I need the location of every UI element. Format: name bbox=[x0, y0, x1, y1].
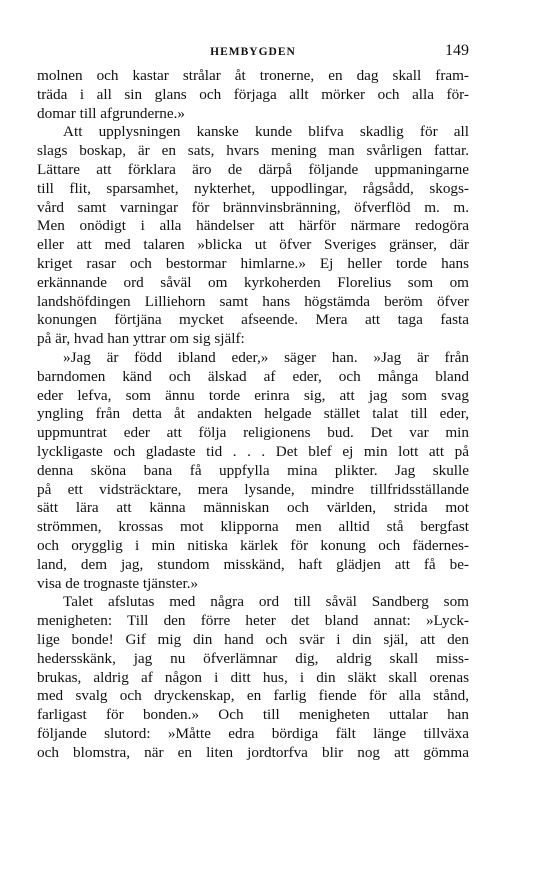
text-line: till flit, sparsamhet, nykterhet, uppodlingar, rågsådd, skogs- bbox=[37, 179, 469, 197]
text-line: molnen och kastar strålar åt tronerne, en dag skall fram- bbox=[37, 67, 469, 84]
text-line: visa de trognaste tjänster.» bbox=[37, 574, 199, 592]
text-line: hedersskänk, jag nu öfverlämnar dig, aldrig skall miss- bbox=[37, 649, 469, 667]
text-line: Men onödigt i alla händelser att härför närmare redogöra bbox=[37, 217, 469, 235]
text-line: Att upplysningen kanske kunde blifva skadlig för all bbox=[63, 123, 469, 141]
text-line: »Jag är född ibland eder,» säger han. »Jag är från bbox=[63, 348, 469, 366]
text-line: farligast för bonden.» Och till menigheten uttalar han bbox=[37, 706, 469, 724]
text-line: land, dem jag, stundom misskänd, haft glädjen att få be- bbox=[37, 555, 469, 573]
text-line: Lättare att förklara äro de därpå följande uppmaningarne bbox=[37, 160, 469, 178]
text-line: yngling från detta åt andakten helgade stället talat till eder, bbox=[37, 405, 469, 423]
text-line: på ett vidsträcktare, mera lysande, mindre tillfridsställande bbox=[37, 480, 469, 498]
text-line: följande slutord: »Måtte edra bördiga fält länge tillväxa bbox=[37, 724, 469, 742]
text-line: kriget rasar och bestormar himlarne.» Ej heller torde hans bbox=[37, 254, 469, 272]
text-line: denna sköna bana få uppfylla mina plikter. Jag skulle bbox=[37, 461, 469, 479]
text-line: barndomen känd och älskad af eder, och många bland bbox=[37, 367, 469, 385]
text-line: konungen förtjäna mycket afseende. Mera att taga fasta bbox=[37, 311, 469, 329]
text-line: träda i all sin glans och förjaga allt mörker och alla för- bbox=[37, 85, 469, 103]
text-line: och orygglig i min nitiska kärlek för konung och fädernes- bbox=[37, 536, 469, 554]
text-line: eder lefva, som ännu torde erinra sig, att jag som svag bbox=[37, 386, 469, 404]
text-line: domar till afgrunderne.» bbox=[37, 104, 186, 122]
text-line: Talet afslutas med några ord till såväl Sandberg som bbox=[63, 593, 469, 611]
body-text bbox=[37, 67, 469, 762]
text-line: erkännande ord såväl om kyrkoherden Florelius som om bbox=[37, 273, 469, 291]
page-number: 149 bbox=[445, 42, 469, 59]
text-line: strömmen, krossas mot klipporna men alltid stå bergfast bbox=[37, 518, 469, 536]
text-line: med svalg och dryckenskap, en farlig fiende för alla stånd, bbox=[37, 687, 469, 705]
text-line: lyckligaste och gladaste tid . . . Det blef ej min lott att på bbox=[37, 442, 469, 460]
text-line: landshöfdingen Lilliehorn samt hans högstämda beröm öfver bbox=[37, 292, 469, 310]
text-line: lige bonde! Gif mig din hand och svär i din själ, att den bbox=[37, 630, 469, 648]
text-line: slags boskap, är en sats, hvars mening man svårligen fattar. bbox=[37, 142, 469, 160]
text-line: eller att med talaren »blicka ut öfver Sveriges gränser, där bbox=[37, 236, 469, 254]
running-head bbox=[37, 42, 469, 62]
text-line: brukas, aldrig af någon i ditt hus, i din släkt skall orenas bbox=[37, 668, 469, 686]
text-line: på är, hvad han yttrar om sig själf: bbox=[37, 330, 245, 348]
text-line: menigheten: Till den förre heter det bland annat: »Lyck- bbox=[37, 612, 469, 630]
running-title: HEMBYGDEN bbox=[210, 46, 296, 58]
text-line: uppmuntrat eder att följa religionens bud. Det var min bbox=[37, 424, 469, 442]
text-line: och blomstra, när en liten jordtorfva blir nog att gömma bbox=[37, 743, 469, 761]
text-line: vård samt varningar för brännvinsbränning, öfverflöd m. m. bbox=[37, 198, 469, 216]
text-line: sätt lära att känna människan och världen, strida mot bbox=[37, 499, 469, 517]
